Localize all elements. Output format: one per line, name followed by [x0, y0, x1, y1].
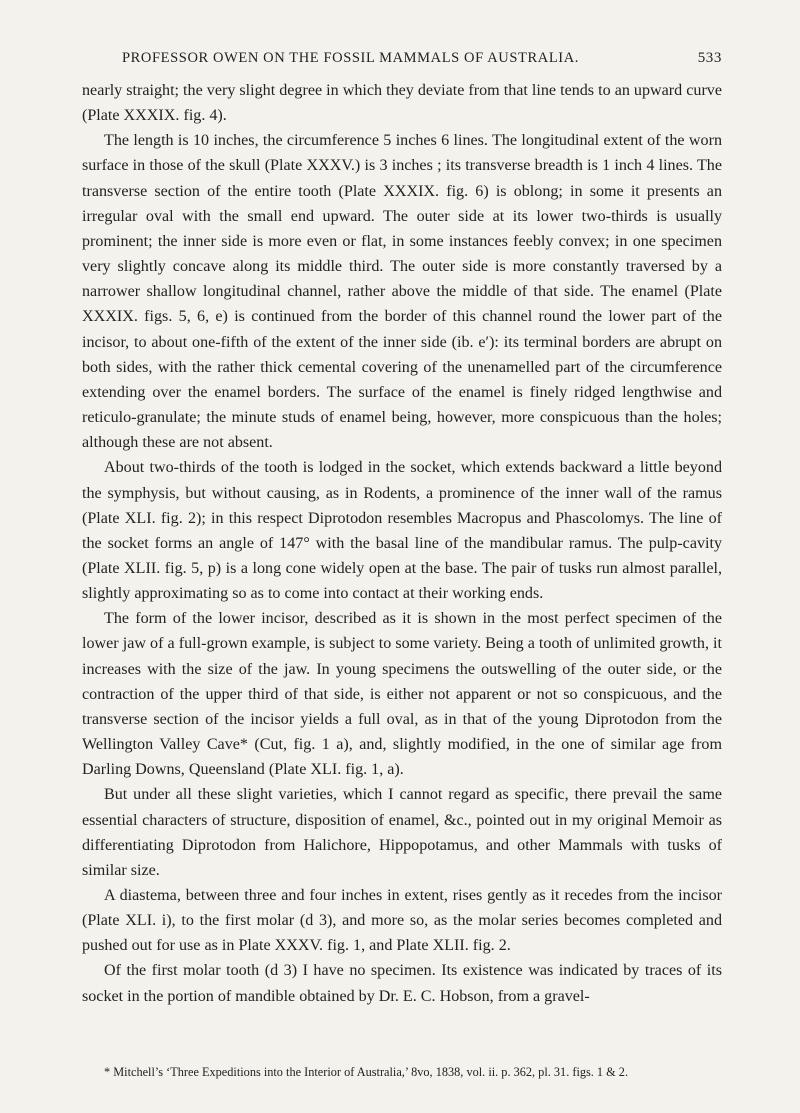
paragraph-4: The form of the lower incisor, described as it is shown in the most perfect specimen of the lower jaw of a full-grown example, is subject to some variety. Being a tooth of unlimited growth, it increases with the size of the jaw. In young specimens the outswelling of the outer side, or the contraction of the upper third of that side, is either not apparent or not so conspicuous, and the transverse section of the incisor yields a full oval, as in that of the young Diprotodon from the Wellington Valley Cave* (Cut, fig. 1 a), and, slightly modified, in the one of similar age from Darling Downs, Queensland (Plate XLI. fig. 1, a). [82, 610, 722, 779]
paragraph-2: The length is 10 inches, the circumference 5 inches 6 lines. The longitudinal extent of the worn surface in those of the skull (Plate XXXV.) is 3 inches ; its transverse breadth is 1 inch 4 lines. The transverse section of the entire tooth (Plate XXXIX. fig. 6) is oblong; in some it presents an irregular oval with the small end upward. The outer side at its lower two-thirds is usually prominent; the inner side is more even or flat, in some instances feebly convex; in one specimen very slightly concave along its middle third. The outer side is more constantly traversed by a narrower shallow longitudinal channel, rather above the middle of that side. The enamel (Plate XXXIX. figs. 5, 6, e) is continued from the border of this channel round the lower part of the incisor, to about one-fifth of the extent of the inner side (ib. e′): its terminal borders are abrupt on both sides, with the rather thick cemental covering of the unenamelled part of the circumference extending over the enamel borders. The surface of the enamel is finely ridged lengthwise and reticulo-granulate; the minute studs of enamel being, however, more conspicuous than the holes; although these are not absent. [82, 132, 722, 452]
paragraph-3: About two-thirds of the tooth is lodged in the socket, which extends backward a little beyond the symphysis, but without causing, as in Rodents, a prominence of the inner wall of the ramus (Plate XLI. fig. 2); in this respect Diprotodon resembles Macropus and Phascolomys. The line of the socket forms an angle of 147° with the basal line of the mandibular ramus. The pulp-cavity (Plate XLII. fig. 5, p) is a long cone widely open at the base. The pair of tusks run almost parallel, slightly approximating so as to come into contact at their working ends. [82, 459, 722, 603]
paragraph-7: Of the first molar tooth (d 3) I have no specimen. Its existence was indicated by traces of its socket in the portion of mandible obtained by Dr. E. C. Hobson, from a gravel- [82, 962, 722, 1005]
paragraph-6: A diastema, between three and four inches in extent, rises gently as it recedes from the incisor (Plate XLI. i), to the first molar (d 3), and more so, as the molar series becomes completed and pushed out for use as in Plate XXXV. fig. 1, and Plate XLII. fig. 2. [82, 887, 722, 955]
footnote: * Mitchell’s ‘Three Expeditions into the Interior of Australia,’ 8vo, 1838, vol. ii. p. 362, pl. 31. figs. 1 & 2. [104, 1065, 629, 1079]
paragraph-5: But under all these slight varieties, which I cannot regard as specific, there prevail the same essential characters of structure, disposition of enamel, &c., pointed out in my original Memoir as differentiating Diprotodon from Halichore, Hippopotamus, and other Mammals with tusks of similar size. [82, 786, 722, 879]
page-number: 533 [697, 50, 722, 66]
paragraph-1: nearly straight; the very slight degree in which they deviate from that line tends to an upward curve (Plate XXXIX. fig. 4). [82, 82, 722, 125]
running-title: PROFESSOR OWEN ON THE FOSSIL MAMMALS OF AUSTRALIA. [122, 50, 580, 66]
running-head [82, 50, 722, 72]
body-text [82, 78, 722, 1009]
